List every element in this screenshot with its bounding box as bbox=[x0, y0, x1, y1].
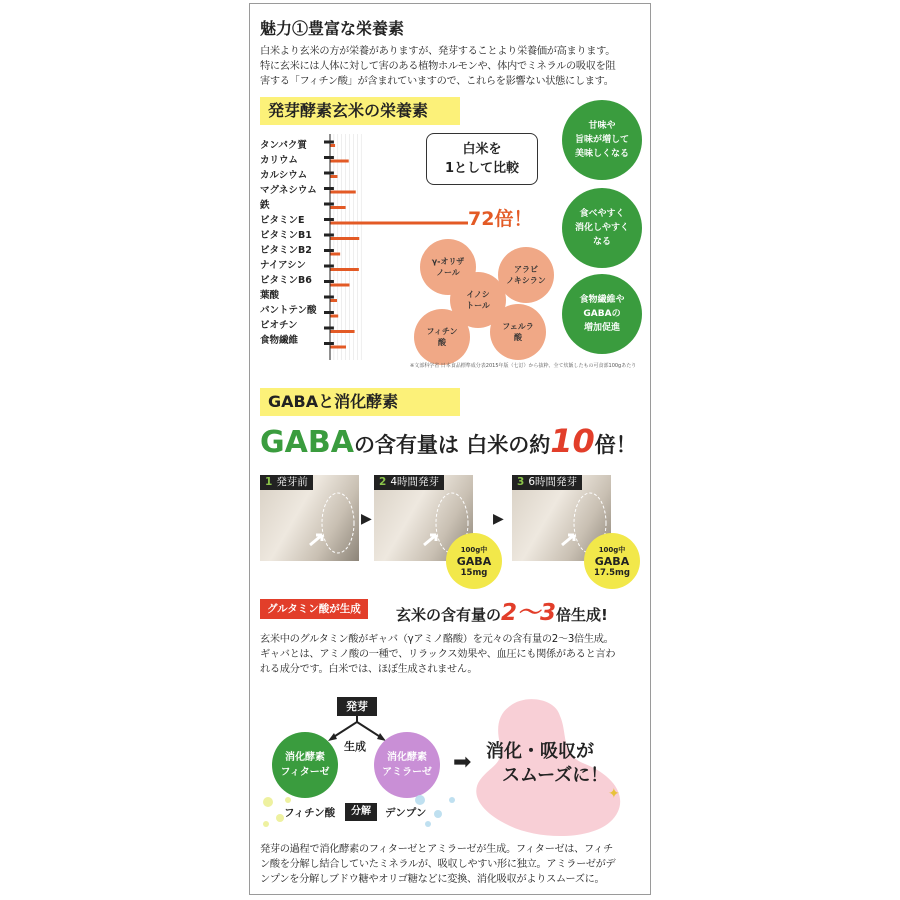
nutrient-bar bbox=[330, 253, 340, 256]
enzyme-desc bbox=[260, 842, 615, 887]
gaba-badge bbox=[584, 533, 640, 589]
circle-line: ノキシラン bbox=[506, 276, 546, 285]
circle-line: 旨味が増して bbox=[574, 135, 629, 145]
badge-value: 15mg bbox=[460, 567, 488, 578]
desc-line: れる成分です。白米では、ほぼ生成されません。 bbox=[260, 664, 478, 675]
starch-label: デンプン bbox=[385, 807, 427, 819]
circle-line: ノール bbox=[436, 268, 460, 277]
desc-line: ギャバとは、アミノ酸の一種で、リラックス効果や、血圧にも関係があると言わ bbox=[260, 649, 616, 660]
result-text bbox=[486, 740, 608, 788]
baseline-mark bbox=[324, 172, 334, 175]
amylase-circle bbox=[374, 732, 440, 798]
nutrient-label: 鉄 bbox=[260, 200, 270, 211]
decompose-box: 分解 bbox=[345, 803, 377, 821]
rice-photo bbox=[260, 475, 359, 561]
circle-line: アミラーゼ bbox=[382, 767, 432, 778]
photo-label-text: 発芽前 bbox=[276, 476, 308, 488]
nutrient-bar bbox=[330, 175, 337, 178]
nutrient-bar bbox=[330, 206, 346, 209]
headline-gaba: GABA bbox=[260, 425, 354, 460]
nutrient-bar bbox=[330, 191, 356, 194]
badge-gaba: GABA bbox=[594, 554, 630, 568]
nutrient-label: ビタミンB1 bbox=[260, 230, 312, 241]
gaba-headline bbox=[260, 422, 637, 460]
compare-line-1: 白米を bbox=[462, 142, 502, 157]
nutrient-label: 食物繊維 bbox=[260, 335, 299, 346]
baseline-mark bbox=[324, 342, 334, 345]
badge-value: 17.5mg bbox=[594, 567, 630, 578]
result-line: スムーズに！ bbox=[502, 765, 609, 786]
circle-line: トール bbox=[466, 301, 490, 310]
nutrient-bar bbox=[330, 144, 335, 147]
headline-mid: の含有量は 白米の約 bbox=[353, 433, 551, 457]
compound-circle bbox=[498, 247, 554, 303]
desc-line: ンプンを分解しブドウ糖やオリゴ糖などに変換、消化吸収がよりスムーズに。 bbox=[260, 874, 605, 885]
nutrient-bar bbox=[330, 222, 468, 225]
circle-line: 酸 bbox=[438, 338, 446, 347]
benefit-circle bbox=[562, 100, 642, 180]
circle-line: フィチン bbox=[426, 327, 458, 336]
circle-line: フェルラ bbox=[502, 322, 534, 331]
glutamic-desc bbox=[260, 632, 615, 677]
nutrient-label: マグネシウム bbox=[260, 185, 317, 196]
nutrient-bar bbox=[330, 284, 350, 287]
compare-box bbox=[426, 133, 538, 185]
peak-label: 72倍！ bbox=[468, 208, 533, 230]
baseline-mark bbox=[324, 234, 334, 237]
svg-text:✦: ✦ bbox=[608, 786, 620, 802]
rice-photo-overlay bbox=[260, 475, 359, 561]
nutrient-bar bbox=[330, 160, 349, 163]
circle-line: なる bbox=[592, 237, 611, 247]
page-frame bbox=[249, 3, 651, 895]
gaba-badge bbox=[446, 533, 502, 589]
nutrient-label: 葉酸 bbox=[260, 290, 280, 301]
nutrient-label: ビオチン bbox=[260, 320, 298, 331]
nutrient-label: カルシウム bbox=[260, 170, 308, 181]
circle-line: イノシ bbox=[466, 290, 490, 299]
desc-line: ン酸を分解し結合していたミネラルが、吸収しやすい形に独立。アミラーゼがデ bbox=[260, 859, 616, 870]
circle-line: 甘味や bbox=[588, 121, 616, 131]
nutrient-label: ナイアシン bbox=[260, 260, 306, 271]
photo-num: 3 bbox=[517, 476, 525, 488]
photo-num: 2 bbox=[379, 476, 387, 488]
intro-line: 白米より玄米の方が栄養がありますが、発芽することより栄養価が高まります。 bbox=[260, 46, 616, 57]
baseline-mark bbox=[324, 187, 334, 190]
intro-line: 特に玄米には人体に対して害のある植物ホルモンや、体内でミネラルの吸収を阻 bbox=[260, 61, 616, 72]
nutrient-bar bbox=[330, 346, 346, 349]
baseline-mark bbox=[324, 156, 334, 159]
glutamic-headline-num: 2〜3 bbox=[501, 600, 557, 626]
headline-end: 倍！ bbox=[594, 433, 637, 457]
desc-line: 玄米中のグルタミン酸がギャバ（γアミノ酪酸）を元々の含有量の2〜3倍生成。 bbox=[260, 634, 614, 645]
nutrient-bar bbox=[330, 268, 359, 271]
baseline-mark bbox=[324, 296, 334, 299]
arrow-right-icon: ➡ bbox=[453, 750, 472, 775]
circle-line: GABAの bbox=[583, 309, 621, 319]
nutrient-bar bbox=[330, 237, 359, 240]
baseline-mark bbox=[324, 203, 334, 206]
baseline-mark bbox=[324, 327, 334, 330]
badge-top: 100g中 bbox=[598, 545, 626, 554]
badge-gaba: GABA bbox=[456, 554, 492, 568]
desc-line: 発芽の過程で消化酵素のフィターゼとアミラーゼが生成。フィターゼは、フィチ bbox=[260, 844, 613, 855]
arrow-icon: ▶ bbox=[493, 511, 504, 527]
compare-line-2: 1として比較 bbox=[444, 161, 520, 176]
circle-line: 消化しやすく bbox=[574, 223, 629, 233]
nutrient-label: パントテン酸 bbox=[260, 305, 317, 316]
arrow-icon: ▶ bbox=[361, 511, 372, 527]
phytase-circle bbox=[272, 732, 338, 798]
compound-circle bbox=[414, 309, 470, 365]
sprout-box: 発芽 bbox=[337, 697, 377, 716]
glutamic-headline-pre: 玄米の含有量の bbox=[396, 606, 502, 624]
nutrient-bar bbox=[330, 299, 337, 302]
generate-label: 生成 bbox=[344, 740, 366, 753]
circle-line: 増加促進 bbox=[583, 323, 620, 333]
baseline-mark bbox=[324, 265, 334, 268]
nutrient-bar bbox=[330, 315, 338, 318]
circle-line: 食べやすく bbox=[579, 209, 625, 219]
nutrient-label: ビタミンB2 bbox=[260, 245, 312, 256]
photo-num: 1 bbox=[265, 476, 273, 488]
section-title: 魅力①豊富な栄養素 bbox=[260, 19, 405, 38]
circle-line: γ-オリザ bbox=[431, 257, 465, 266]
glutamic-headline-end: 倍生成! bbox=[556, 606, 608, 624]
circle-line: 食物繊維や bbox=[579, 295, 625, 305]
baseline-mark bbox=[324, 141, 334, 144]
nutrients-heading: 発芽酵素玄米の栄養素 bbox=[260, 97, 460, 125]
nutrient-labels bbox=[260, 138, 330, 348]
source-note: ※文部科学省 日本食品標準成分表2015年版（七訂）から抜粋、全て炊飯したもの可食部100gあたり bbox=[410, 363, 637, 369]
headline-num: 10 bbox=[550, 422, 595, 460]
glutamic-headline bbox=[396, 594, 608, 627]
benefit-circle bbox=[562, 188, 642, 268]
intro-text bbox=[260, 44, 615, 89]
circle-line: 美味しくなる bbox=[574, 149, 629, 159]
badge-top: 100g中 bbox=[460, 545, 488, 554]
baseline-mark bbox=[324, 218, 334, 221]
gaba-heading: GABAと消化酵素 bbox=[260, 388, 460, 416]
nutrient-label: ビタミンE bbox=[260, 215, 305, 226]
baseline-mark bbox=[324, 311, 334, 314]
circle-line: アラビ bbox=[513, 265, 538, 274]
circle-line: フィターゼ bbox=[280, 767, 330, 778]
nutrient-label: カリウム bbox=[260, 155, 298, 166]
baseline-mark bbox=[324, 249, 334, 252]
nutrient-label: ビタミンB6 bbox=[260, 275, 312, 286]
nutrient-label: タンパク質 bbox=[260, 140, 307, 151]
circle-line: 消化酵素 bbox=[387, 752, 427, 763]
circle-line: 消化酵素 bbox=[285, 752, 325, 763]
result-line: 消化・吸収が bbox=[486, 741, 594, 762]
compound-circle bbox=[490, 304, 546, 360]
circle-line: 酸 bbox=[513, 333, 522, 342]
nutrient-bar bbox=[330, 330, 355, 333]
phytic-acid-label: フィチン酸 bbox=[284, 807, 336, 819]
glutamic-tag: グルタミン酸が生成 bbox=[260, 599, 368, 619]
intro-line: 害する「フィチン酸」が含まれていますので、これらを影響ない状態にします。 bbox=[260, 76, 614, 87]
benefit-circle bbox=[562, 274, 642, 354]
photo-label-text: 4時間発芽 bbox=[390, 476, 439, 488]
baseline-mark bbox=[324, 280, 334, 283]
photo-label-text: 6時間発芽 bbox=[528, 476, 577, 488]
